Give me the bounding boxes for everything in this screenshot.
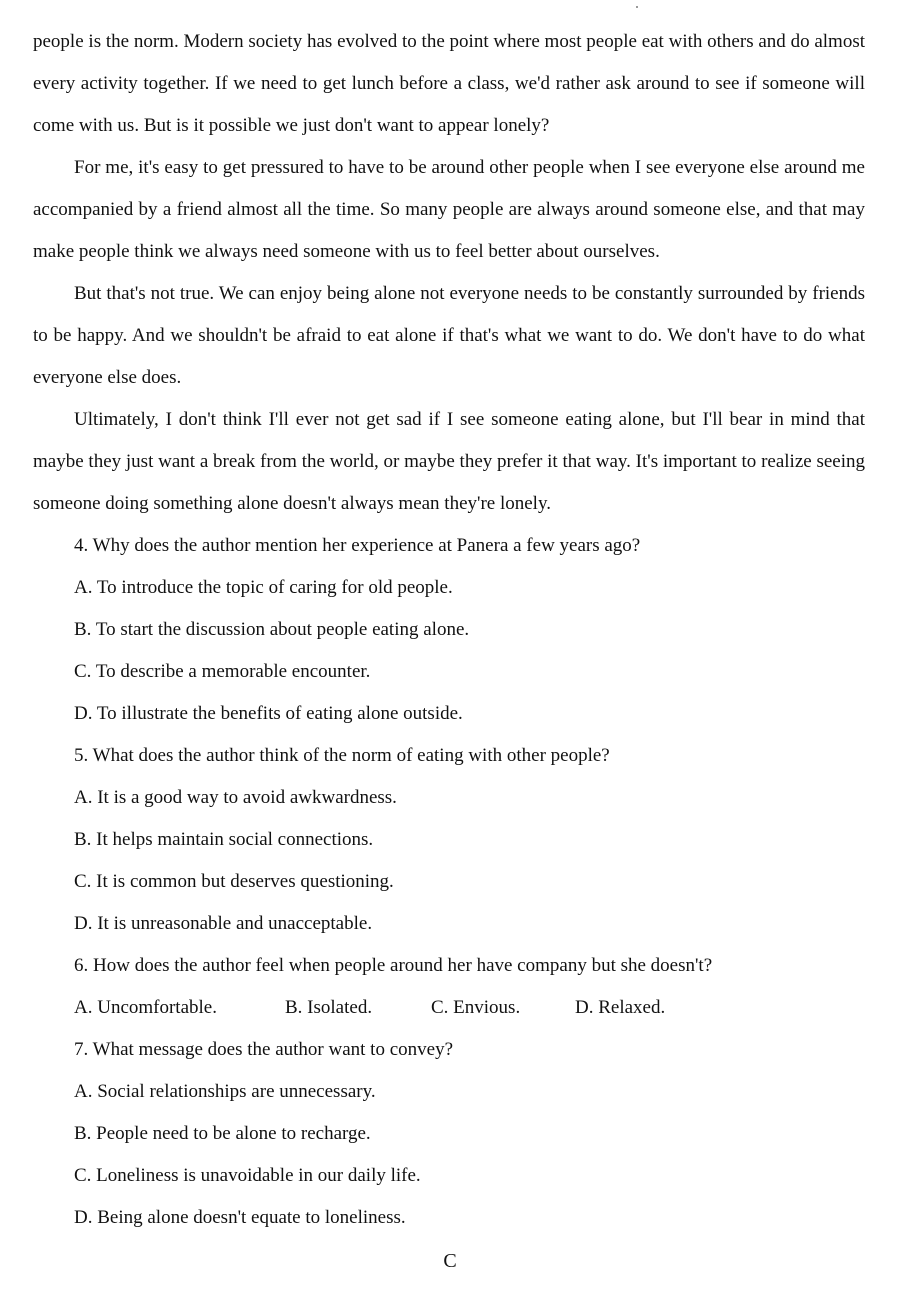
question-4-option-a: A. To introduce the topic of caring for old people.	[74, 577, 453, 598]
question-5-option-b: B. It helps maintain social connections.	[74, 829, 374, 850]
passage-continued	[33, 147, 865, 525]
scan-speck	[636, 6, 638, 8]
question-7-stem: 7. What message does the author want to convey?	[74, 1039, 454, 1060]
question-5-option-a: A. It is a good way to avoid awkwardness.	[74, 787, 397, 808]
section-heading: C	[443, 1250, 457, 1272]
passage-paragraph-3: But that's not true. We can enjoy being alone not everyone needs to be constantly surrounded by friends to be happy. And we shouldn't be afraid to eat alone if that's what we want to do. We don't have to do what everyone else does.	[33, 283, 865, 388]
question-5-option-d: D. It is unreasonable and unacceptable.	[74, 913, 373, 934]
passage-paragraph-2: For me, it's easy to get pressured to have to be around other people when I see everyone else around me accompanied by a friend almost all the time. So many people are always around someone else, and that may make people think we always need someone with us to feel better about ourselves.	[33, 157, 865, 262]
question-6-options	[74, 987, 865, 1029]
question-4-option-b: B. To start the discussion about people eating alone.	[74, 619, 470, 640]
question-7-option-d: D. Being alone doesn't equate to loneliness.	[74, 1207, 406, 1228]
question-7-option-a: A. Social relationships are unnecessary.	[74, 1081, 376, 1102]
question-6-stem: 6. How does the author feel when people around her have company but she doesn't?	[74, 955, 713, 976]
question-4-option-c: C. To describe a memorable encounter.	[74, 661, 371, 682]
question-4-option-d: D. To illustrate the benefits of eating alone outside.	[74, 703, 463, 724]
question-6-option-a: A. Uncomfortable.	[74, 997, 217, 1018]
question-6-option-c: C. Envious.	[431, 997, 521, 1018]
question-5-stem: 5. What does the author think of the norm of eating with other people?	[74, 745, 610, 766]
passage-paragraph-1: people is the norm. Modern society has evolved to the point where most people eat with others and do almost every activity together. If we need to get lunch before a class, we'd rather ask around to see if someone will come with us. But is it possible we just don't want to appear lonely?	[33, 31, 865, 136]
passage-paragraph-4: Ultimately, I don't think I'll ever not get sad if I see someone eating alone, but I'll bear in mind that maybe they just want a break from the world, or maybe they prefer it that way. It's important to realize seeing someone doing something alone doesn't always mean they're lonely.	[33, 409, 865, 514]
question-7-option-b: B. People need to be alone to recharge.	[74, 1123, 371, 1144]
question-7-option-c: C. Loneliness is unavoidable in our daily life.	[74, 1165, 421, 1186]
question-list	[74, 525, 865, 1239]
question-6-option-d: D. Relaxed.	[575, 997, 666, 1018]
question-4-stem: 4. Why does the author mention her experience at Panera a few years ago?	[74, 535, 641, 556]
question-5-option-c: C. It is common but deserves questioning.	[74, 871, 394, 892]
question-6-option-b: B. Isolated.	[285, 997, 373, 1018]
